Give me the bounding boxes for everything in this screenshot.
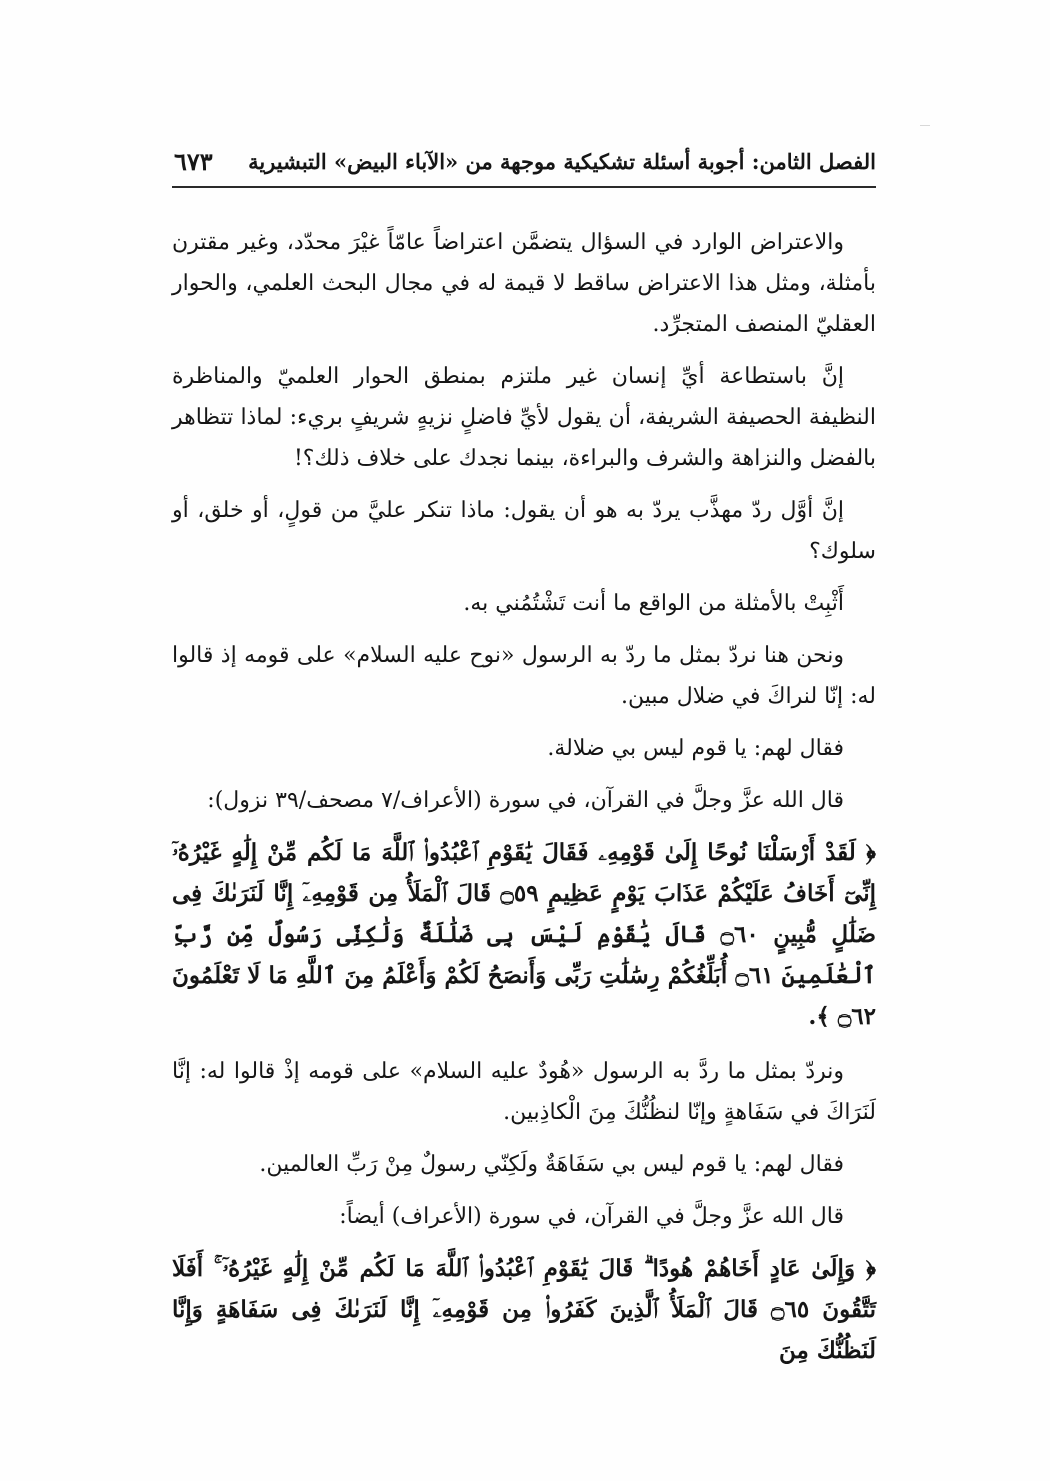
body-text [172,222,876,1371]
paragraph: ونحن هنا نردّ بمثل ما ردّ به الرسول «نوح عليه السلام» على قومه إذ قالوا له: إنّا لنراكَ في ضلال مبين. [172,643,876,709]
quran-quote-2: ﴿ وَإِلَىٰ عَادٍ أَخَاهُمْ هُودًا ۗ قَالَ يَٰقَوْمِ ٱعْبُدُوا۟ ٱللَّهَ مَا لَكُم مِّنْ إِلَٰهٍ غَيْرُهُۥٓ ۚ أَفَلَا تَتَّقُونَ ۝٦٥ قَالَ ٱلْمَلَأُ ٱلَّذِينَ كَفَرُوا۟ مِن قَوْمِهِۦٓ إِنَّا لَنَرَىٰكَ فِى سَفَاهَةٍ وَإِنَّا لَنَظُنُّكَ مِنَ [172,1255,876,1364]
chapter-title: الفصل الثامن: أجوبة أسئلة تشكيكية موجهة من «الآباء البيض» التبشيرية [248,149,876,174]
paragraph: قال الله عزَّ وجلَّ في القرآن، في سورة (الأعراف) أيضاً: [339,1204,844,1229]
paragraph: والاعتراض الوارد في السؤال يتضمَّن اعتراضاً عامّاً غيْرَ محدّد، وغير مقترن بأمثلة، ومثل هذا الاعتراض ساقط لا قيمة له في مجال البحث العلمي، والحوار العقليّ المنصف المتجرِّد. [172,230,876,337]
paragraph: إنَّ باستطاعة أيِّ إنسان غير ملتزم بمنطق الحوار العلميّ والمناظرة النظيفة الحصيفة الشريفة، أن يقول لأيِّ فاضلٍ نزيهٍ شريفٍ بريء: لماذا تتظاهر بالفضل والنزاهة والشرف والبراءة، بينما نجدك على خلاف ذلك؟! [172,364,876,471]
running-header [172,145,876,187]
page-number: ٦٧٣ [174,147,213,176]
paragraph: ونردّ بمثل ما ردَّ به الرسول «هُودٌ عليه السلام» على قومه إذْ قالوا له: إنَّا لَنَرَاكَ في سَفَاهةٍ وإنّا لنظُنُّكَ مِنَ الْكاذِبين. [172,1059,876,1125]
header-divider [172,186,876,188]
quran-quote-1: ﴿ لَقَدْ أَرْسَلْنَا نُوحًا إِلَىٰ قَوْمِهِۦ فَقَالَ يَٰقَوْمِ ٱعْبُدُوا۟ ٱللَّهَ مَا لَكُم مِّنْ إِلَٰهٍ غَيْرُهُۥٓ إِنِّىٓ أَخَافُ عَلَيْكُمْ عَذَابَ يَوْمٍ عَظِيمٍ ۝٥٩ قَالَ ٱلْمَلَأُ مِن قَوْمِهِۦٓ إِنَّا لَنَرَىٰكَ فِى ضَلَٰلٍ مُّبِينٍ ۝٦٠ قَالَ يَٰقَوْمِ لَيْسَ بِى ضَلَٰلَةٌ وَلَٰكِنِّى رَسُولٌ مِّن رَّبِّ ٱلْعَٰلَمِينَ ۝٦١ أُبَلِّغُكُمْ رِسَٰلَٰتِ رَبِّى وَأَنصَحُ لَكُمْ وَأَعْلَمُ مِنَ ٱللَّهِ مَا لَا تَعْلَمُونَ ۝٦٢ ﴾. [172,839,876,1030]
paragraph: قال الله عزَّ وجلَّ في القرآن، في سورة (الأعراف/٧ مصحف/٣٩ نزول): [207,788,844,813]
paragraph: إنَّ أوَّل ردّ مهذَّب يردّ به هو أن يقول: ماذا تنكر عليَّ من قولٍ، أو خلق، أو سلوك؟ [172,498,876,564]
scan-mark [920,125,930,126]
paragraph: أَثْبِتْ بالأمثلة من الواقع ما أنت تَشْتُمُني به. [463,591,844,616]
paragraph: فقال لهم: يا قوم ليس بي سَفَاهَةٌ ولَكِنّي رسولٌ مِنْ رَبِّ العالمين. [259,1152,844,1177]
paragraph: فقال لهم: يا قوم ليس بي ضلالة. [547,736,844,761]
